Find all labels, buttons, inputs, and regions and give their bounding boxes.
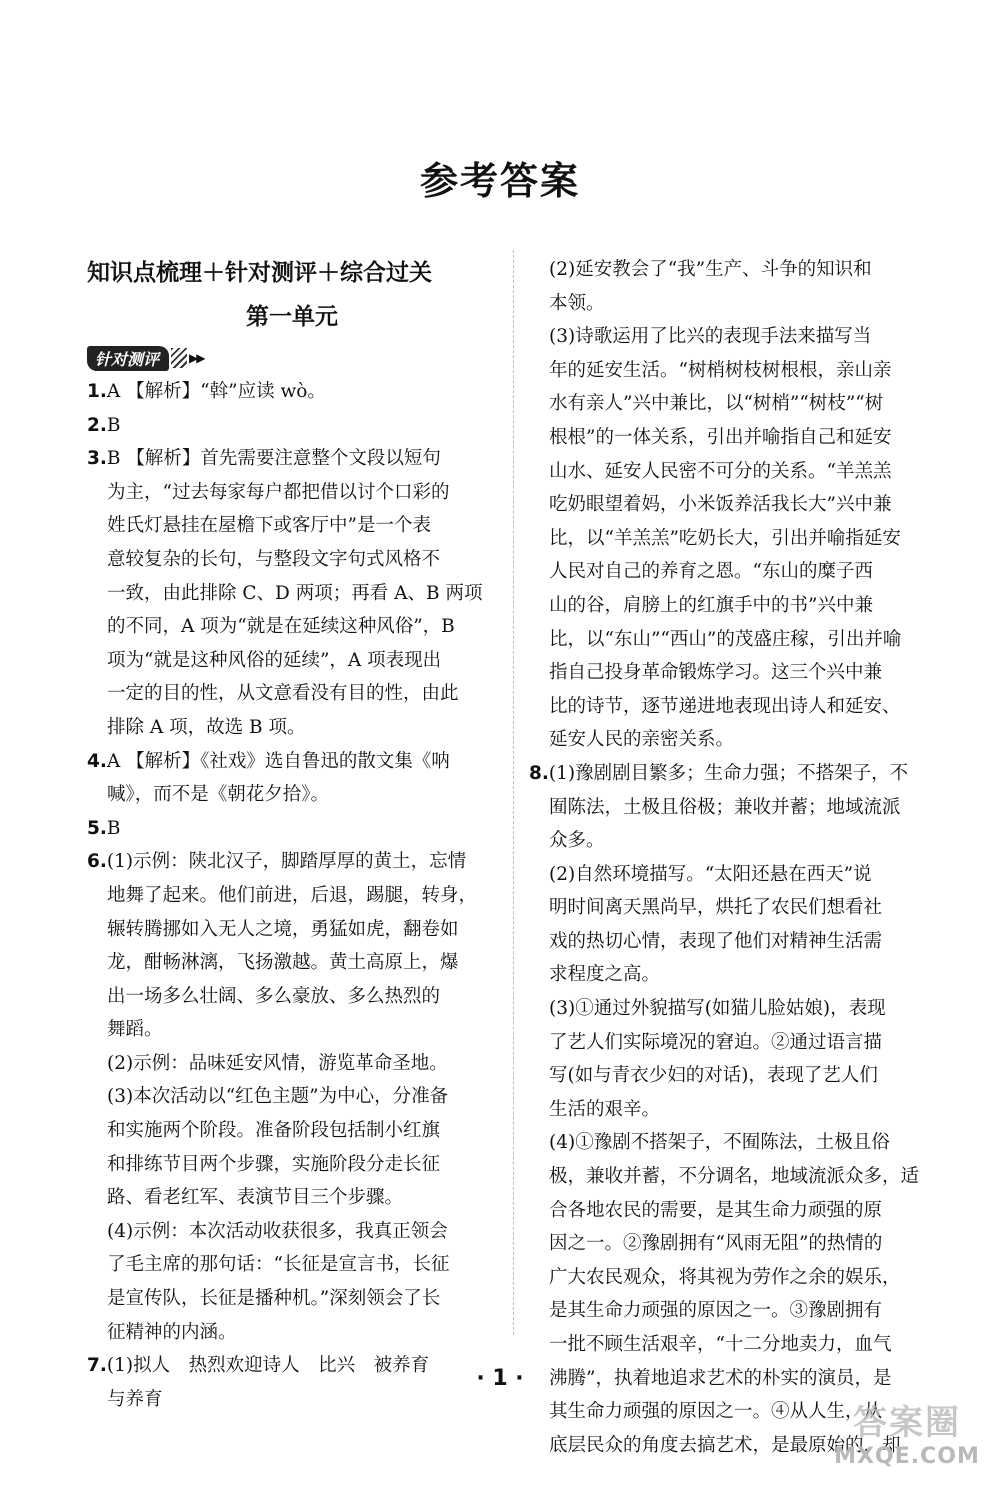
answer-line	[529, 656, 944, 690]
answer-line	[529, 1093, 944, 1127]
answer-text: 比，以“东山”“西山”的茂盛庄稼，引出并喻	[549, 628, 902, 650]
answer-text: 底层民众的角度去搞艺术，是最原始的，却	[549, 1434, 901, 1456]
answer-text: 一定的目的性，从文意看没有目的性，由此	[107, 683, 459, 705]
answer-text: 戏的热切心情，表现了他们对精神生活需	[549, 930, 883, 952]
answer-line	[87, 1248, 497, 1282]
answer-line	[529, 1026, 944, 1060]
answer-text: 路、看老红军、表演节目三个步骤。	[107, 1187, 404, 1209]
answer-text: (1)豫剧剧目繁多；生命力强；不搭架子，不	[548, 762, 909, 784]
answer-text: 和实施两个阶段。准备阶段包括制小红旗	[107, 1120, 441, 1142]
answer-line	[87, 1181, 497, 1215]
answer-text: 囿陈法，土极且俗极；兼收并蓄；地域流派	[549, 796, 901, 818]
unit-title: 第一单元	[246, 303, 338, 330]
watermark-logo: 答案圈	[853, 1403, 961, 1443]
answer-text: (2)自然环境描写。“太阳还悬在西天”说	[549, 863, 872, 885]
answer-line	[529, 1294, 944, 1328]
answer-line	[529, 253, 944, 287]
left-column	[87, 253, 497, 1416]
answer-text: 本领。	[549, 292, 605, 314]
question-number: 2.	[87, 414, 107, 436]
answer-text: (2)示例：品味延安风情，游览革命圣地。	[107, 1052, 448, 1074]
answer-text: 地舞了起来。他们前进，后退，踢腿，转身，	[107, 884, 478, 906]
answer-line	[529, 1194, 944, 1228]
answer-text: (3)诗歌运用了比兴的表现手法来描写当	[549, 326, 872, 348]
answer-text: (1)示例：陕北汉子，脚踏厚厚的黄土，忘情	[106, 851, 467, 873]
answer-line	[529, 723, 944, 757]
answer-text: 比，以“羊羔羔”吃奶长大，引出并喻指延安	[549, 527, 901, 549]
answer-line	[529, 958, 944, 992]
answer-text: B	[106, 817, 121, 839]
answer-text: 征精神的内涵。	[107, 1321, 237, 1343]
badge-hatch-decoration	[171, 348, 187, 368]
answer-line	[529, 791, 944, 825]
answer-line	[529, 354, 944, 388]
answer-line	[529, 1328, 944, 1362]
answer-text: 比的诗节，逐节递进地表现出诗人和延安、	[549, 695, 901, 717]
answer-line	[529, 824, 944, 858]
answer-line	[87, 509, 497, 543]
answer-text: 一批不顾生活艰辛，“十二分地卖力，血气	[549, 1334, 892, 1355]
answer-line	[87, 845, 497, 879]
answer-text: 明时间离天黑尚早，烘托了农民们想看社	[549, 897, 883, 919]
answer-line	[529, 623, 944, 657]
answer-text: (4)①豫剧不搭架子，不囿陈法，土极且俗	[549, 1132, 890, 1154]
answer-text: 水有亲人”兴中兼比，以“树梢”“树枝”“树	[549, 393, 884, 415]
badge-row	[87, 341, 497, 375]
answer-text: 和排练节目两个步骤，实施阶段分走长征	[107, 1153, 441, 1175]
answer-text: 排除 A 项，故选 B 项。	[107, 716, 306, 738]
page-number: · 1 ·	[476, 1366, 524, 1391]
answer-text: 指自己投身革命锻炼学习。这三个兴中兼	[549, 662, 883, 684]
answer-text: (2)延安教会了“我”生产、斗争的知识和	[549, 259, 872, 280]
answer-text: 根根”的一体关系，引出并喻指自己和延安	[549, 426, 892, 448]
answer-text: A 【解析】《社戏》选自鲁迅的散文集《呐	[106, 750, 450, 772]
answer-text: 沸腾”，执着地追求艺术的朴实的演员，是	[549, 1367, 892, 1389]
answer-text: 众多。	[549, 830, 605, 852]
answer-text: 项为“就是这种风俗的延续”，A 项表现出	[107, 649, 442, 671]
answer-text: 是其生命力顽强的原因之一。③豫剧拥有	[549, 1300, 883, 1322]
answer-text: 延安人民的亲密关系。	[549, 729, 735, 751]
question-number: 4.	[87, 750, 107, 772]
answer-line	[87, 1080, 497, 1114]
answer-text: (3)本次活动以“红色主题”为中心，分准备	[107, 1086, 449, 1108]
answer-line	[529, 992, 944, 1026]
section-heading: 知识点梳理＋针对测评＋综合过关	[87, 260, 432, 286]
question-number: 6.	[87, 851, 107, 873]
answer-line	[87, 778, 497, 812]
answer-line	[529, 757, 944, 791]
answer-line	[87, 1013, 497, 1047]
answer-line	[529, 1261, 944, 1295]
answer-line	[87, 577, 497, 611]
answer-line	[87, 1047, 497, 1081]
answer-line	[529, 555, 944, 589]
answer-line	[529, 1227, 944, 1261]
answer-text: 因之一。②豫剧拥有“风雨无阻”的热情的	[549, 1233, 883, 1255]
answer-text: (1)拟人 热烈欢迎诗人 比兴 被养育	[106, 1355, 430, 1377]
answer-line	[87, 946, 497, 980]
answer-line	[87, 442, 497, 476]
answer-line	[529, 690, 944, 724]
answer-line	[529, 891, 944, 925]
question-number: 7.	[87, 1355, 107, 1377]
answer-line	[87, 610, 497, 644]
watermark-url: MXQE.COM	[834, 1444, 980, 1469]
answer-text: 求程度之高。	[549, 964, 661, 986]
answer-text: 年的延安生活。“树梢树枝树根根，亲山亲	[549, 359, 892, 381]
answer-line	[87, 543, 497, 577]
answer-text: 了毛主席的那句话：“长征是宣言书，长征	[107, 1254, 450, 1276]
answer-line	[87, 879, 497, 913]
answer-line	[529, 1160, 944, 1194]
answer-text: A 【解析】“斡”应读 wò。	[106, 381, 326, 402]
answer-line	[87, 1114, 497, 1148]
answer-text: 意较复杂的长句，与整段文字句式风格不	[107, 548, 441, 570]
answer-line	[87, 812, 497, 846]
answer-text: 为主，“过去每家每户都把借以讨个口彩的	[107, 481, 450, 503]
answer-text: 山水、延安人民密不可分的关系。“羊羔羔	[549, 460, 892, 482]
right-column	[529, 253, 944, 1462]
answer-text: 生活的艰辛。	[549, 1098, 661, 1120]
answer-line	[529, 421, 944, 455]
answer-line	[87, 980, 497, 1014]
double-chevron-icon: ▶▶	[189, 351, 204, 365]
answer-text: B	[106, 414, 121, 436]
answer-text: 辗转腾挪如入无人之境，勇猛如虎，翻卷如	[107, 918, 459, 940]
answer-line	[87, 375, 497, 409]
watermark	[832, 1395, 982, 1475]
answer-line	[529, 488, 944, 522]
answer-text: 的不同，A 项为“就是在延续这种风俗”，B	[107, 616, 455, 638]
answer-text: 龙，酣畅淋漓，飞扬激越。黄土高原上，爆	[107, 952, 459, 974]
answer-line	[87, 677, 497, 711]
answer-line	[87, 1282, 497, 1316]
answer-line	[87, 1316, 497, 1350]
answer-text: 是宣传队，长征是播种机。”深刻领会了长	[107, 1288, 441, 1310]
answer-line	[87, 711, 497, 745]
answer-text: 极，兼收并蓄，不分调名，地域流派众多，适	[549, 1166, 920, 1188]
answer-text: 广大农民观众，将其视为劳作之余的娱乐，	[549, 1266, 901, 1288]
section-badge: 针对测评	[87, 346, 169, 371]
answer-line	[87, 644, 497, 678]
answer-text: 合各地农民的需要，是其生命力顽强的原	[549, 1199, 883, 1221]
answer-text: 人民对自己的养育之恩。“东山的糜子西	[549, 561, 873, 583]
page-title: 参考答案	[419, 159, 580, 203]
question-number: 8.	[529, 762, 549, 784]
answer-line	[529, 1126, 944, 1160]
answer-text: 喊》，而不是《朝花夕拾》。	[107, 784, 330, 806]
question-number: 1.	[87, 381, 107, 402]
question-number: 5.	[87, 817, 107, 839]
answer-text: 了艺人们实际境况的窘迫。②通过语言描	[549, 1031, 883, 1053]
answer-text: 出一场多么壮阔、多么豪放、多么热烈的	[107, 985, 441, 1007]
answer-text: 吃奶眼望着妈，小米饭养活我长大”兴中兼	[549, 494, 892, 516]
answer-line	[529, 455, 944, 489]
answer-line	[87, 913, 497, 947]
answer-line	[529, 287, 944, 321]
answer-line	[87, 745, 497, 779]
answer-text: 与养育	[107, 1388, 163, 1410]
answer-line	[87, 409, 497, 443]
answer-line	[529, 925, 944, 959]
answer-line	[529, 320, 944, 354]
left-answer-lines	[87, 375, 497, 1416]
answer-text: 一致，由此排除 C、D 两项；再看 A、B 两项	[107, 582, 483, 604]
answer-line	[529, 1059, 944, 1093]
answer-text: B 【解析】首先需要注意整个文段以短句	[106, 448, 441, 470]
right-answer-lines	[529, 253, 944, 1462]
answer-text: 其生命力顽强的原因之一。④从人生，从	[549, 1401, 883, 1423]
answer-text: 山的谷，肩膀上的红旗手中的书”兴中兼	[549, 594, 873, 616]
answer-text: (3)①通过外貌描写(如猫儿脸姑娘)，表现	[549, 998, 886, 1020]
answer-line	[87, 1215, 497, 1249]
answer-line	[529, 522, 944, 556]
answer-text: 姓氏灯悬挂在屋檐下或客厅中”是一个表	[107, 515, 431, 537]
answer-text: 舞蹈。	[107, 1019, 163, 1041]
question-number: 3.	[87, 448, 107, 470]
answer-line	[529, 589, 944, 623]
answer-line	[87, 476, 497, 510]
answer-line	[529, 858, 944, 892]
answer-line	[87, 1148, 497, 1182]
answer-text: (4)示例：本次活动收获很多，我真正领会	[107, 1220, 448, 1242]
answer-line	[529, 387, 944, 421]
column-divider	[513, 250, 514, 1335]
answer-text: 写(如与青衣少妇的对话)，表现了艺人们	[549, 1065, 878, 1087]
